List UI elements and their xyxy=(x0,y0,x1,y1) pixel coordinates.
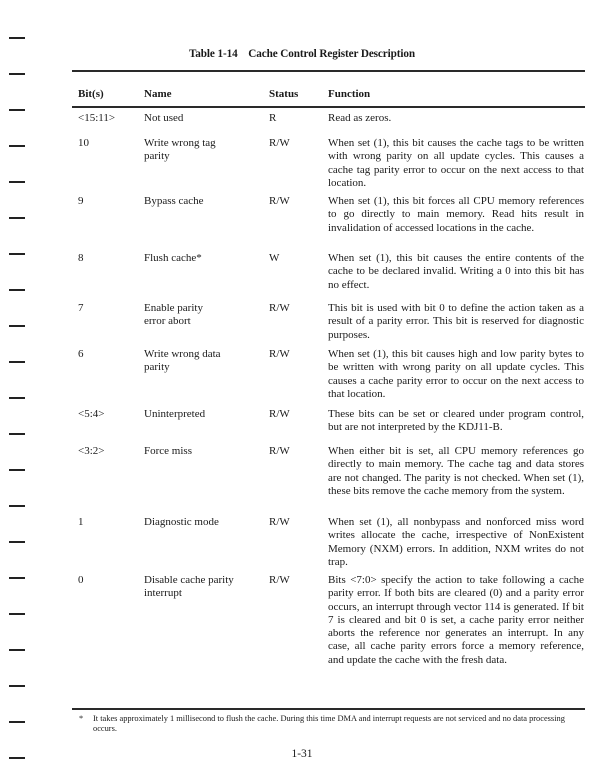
margin-tick xyxy=(9,253,25,255)
margin-tick xyxy=(9,397,25,399)
page-number: 1-31 xyxy=(291,748,313,760)
cell-function: These bits can be set or cleared under program control, but are not interpreted by the KDJ11-B. xyxy=(328,408,584,434)
margin-tick xyxy=(9,433,25,435)
cell-bits: 8 xyxy=(78,252,84,264)
cell-bits: <15:11> xyxy=(78,112,116,124)
cell-name: Enable parity error abort xyxy=(144,302,203,328)
cell-status: R/W xyxy=(269,445,290,457)
table-number: Table 1-14 xyxy=(188,48,238,60)
header-status: Status xyxy=(269,88,299,100)
footnote-text: It takes approximately 1 millisecond to flush the cache. During this time DMA and interrupt requests are not serviced and no data processing occurs. xyxy=(93,714,565,733)
margin-tick xyxy=(9,469,25,471)
margin-tick xyxy=(9,145,25,147)
cell-function: When set (1), this bit causes the cache tags to be written with wrong parity on all update cycles. This causes a cache tag parity error to occur on the next access to that location. xyxy=(328,137,584,189)
margin-tick xyxy=(9,289,25,291)
header-name: Name xyxy=(144,88,172,100)
margin-tick xyxy=(9,217,25,219)
cell-bits: 7 xyxy=(78,302,84,314)
cell-name: Diagnostic mode xyxy=(144,516,219,528)
table-title: Cache Control Register Description xyxy=(248,48,416,60)
cell-bits: 6 xyxy=(78,348,84,360)
cell-status: R/W xyxy=(269,195,290,207)
margin-tick xyxy=(9,109,25,111)
header-bits: Bit(s) xyxy=(78,88,104,100)
margin-tick xyxy=(9,325,25,327)
cell-status: W xyxy=(269,252,280,264)
binding-margin-ticks xyxy=(9,0,27,783)
cell-bits: 9 xyxy=(78,195,84,207)
cell-status: R/W xyxy=(269,516,290,528)
cell-status: R/W xyxy=(269,408,290,420)
cell-function: When set (1), this bit causes high and low parity bytes to be written with wrong parity on all update cycles. This causes a cache parity error to occur on the next access to that location. xyxy=(328,348,584,400)
cell-status: R/W xyxy=(269,574,290,586)
cell-function: This bit is used with bit 0 to define the action taken as a result of a parity error. This bit is reserved for diagnostic purposes. xyxy=(328,302,584,341)
margin-tick xyxy=(9,721,25,723)
table-caption xyxy=(0,48,604,60)
cell-status: R/W xyxy=(269,348,290,360)
table-top-rule xyxy=(72,70,585,72)
cell-bits: 0 xyxy=(78,574,84,586)
cell-name: Bypass cache xyxy=(144,195,204,207)
cell-name: Write wrong data parity xyxy=(144,348,221,374)
margin-tick xyxy=(9,649,25,651)
cell-function: When set (1), this bit causes the entire contents of the cache to be declared invalid. Writing a 0 into this bit has no effect. xyxy=(328,252,584,291)
cell-name: Disable cache parity interrupt xyxy=(144,574,234,600)
cell-bits: 1 xyxy=(78,516,84,528)
cell-bits: <3:2> xyxy=(78,445,105,457)
footnote-marker: * xyxy=(79,714,84,723)
cell-function: Bits <7:0> specify the action to take following a cache parity error. If both bits are cleared (0) and a parity error occurs, an interrupt through vector 114 is generated. If bit 7 is cleared and bit 0 is set, a cache parity error neither aborts the reference nor generates an interrupt. In any case, all cache parity errors force a memory reference, and update the cache with the fresh data. xyxy=(328,574,584,666)
margin-tick xyxy=(9,361,25,363)
cell-status: R/W xyxy=(269,137,290,149)
margin-tick xyxy=(9,505,25,507)
margin-tick xyxy=(9,613,25,615)
header-function: Function xyxy=(328,88,371,100)
cell-bits: <5:4> xyxy=(78,408,105,420)
margin-tick xyxy=(9,37,25,39)
margin-tick xyxy=(9,181,25,183)
cell-bits: 10 xyxy=(78,137,89,149)
cell-status: R/W xyxy=(269,302,290,314)
cell-name: Flush cache* xyxy=(144,252,202,264)
cell-name: Force miss xyxy=(144,445,192,457)
table-header-rule xyxy=(72,106,585,108)
cell-function: When either bit is set, all CPU memory references go directly to main memory. The cache tag and data stores are not changed. The parity is not checked. When set (1), these bits remove the cache memory from the system. xyxy=(328,445,584,497)
margin-tick xyxy=(9,541,25,543)
cell-function: When set (1), all nonbypass and nonforced miss word writes allocate the cache, irrespective of NonExistent Memory (NXM) errors. In addition, NXM writes do not trap. xyxy=(328,516,584,568)
cell-name: Not used xyxy=(144,112,184,124)
margin-tick xyxy=(9,685,25,687)
table-bottom-rule xyxy=(72,708,585,710)
cell-name: Write wrong tag parity xyxy=(144,137,216,163)
cell-status: R xyxy=(269,112,277,124)
margin-tick xyxy=(9,73,25,75)
cell-function: Read as zeros. xyxy=(328,112,392,124)
cell-name: Uninterpreted xyxy=(144,408,206,420)
cell-function: When set (1), this bit forces all CPU memory references to go directly to main memory. Read hits result in invalidation of accessed locations in the cache. xyxy=(328,195,584,234)
margin-tick xyxy=(9,577,25,579)
